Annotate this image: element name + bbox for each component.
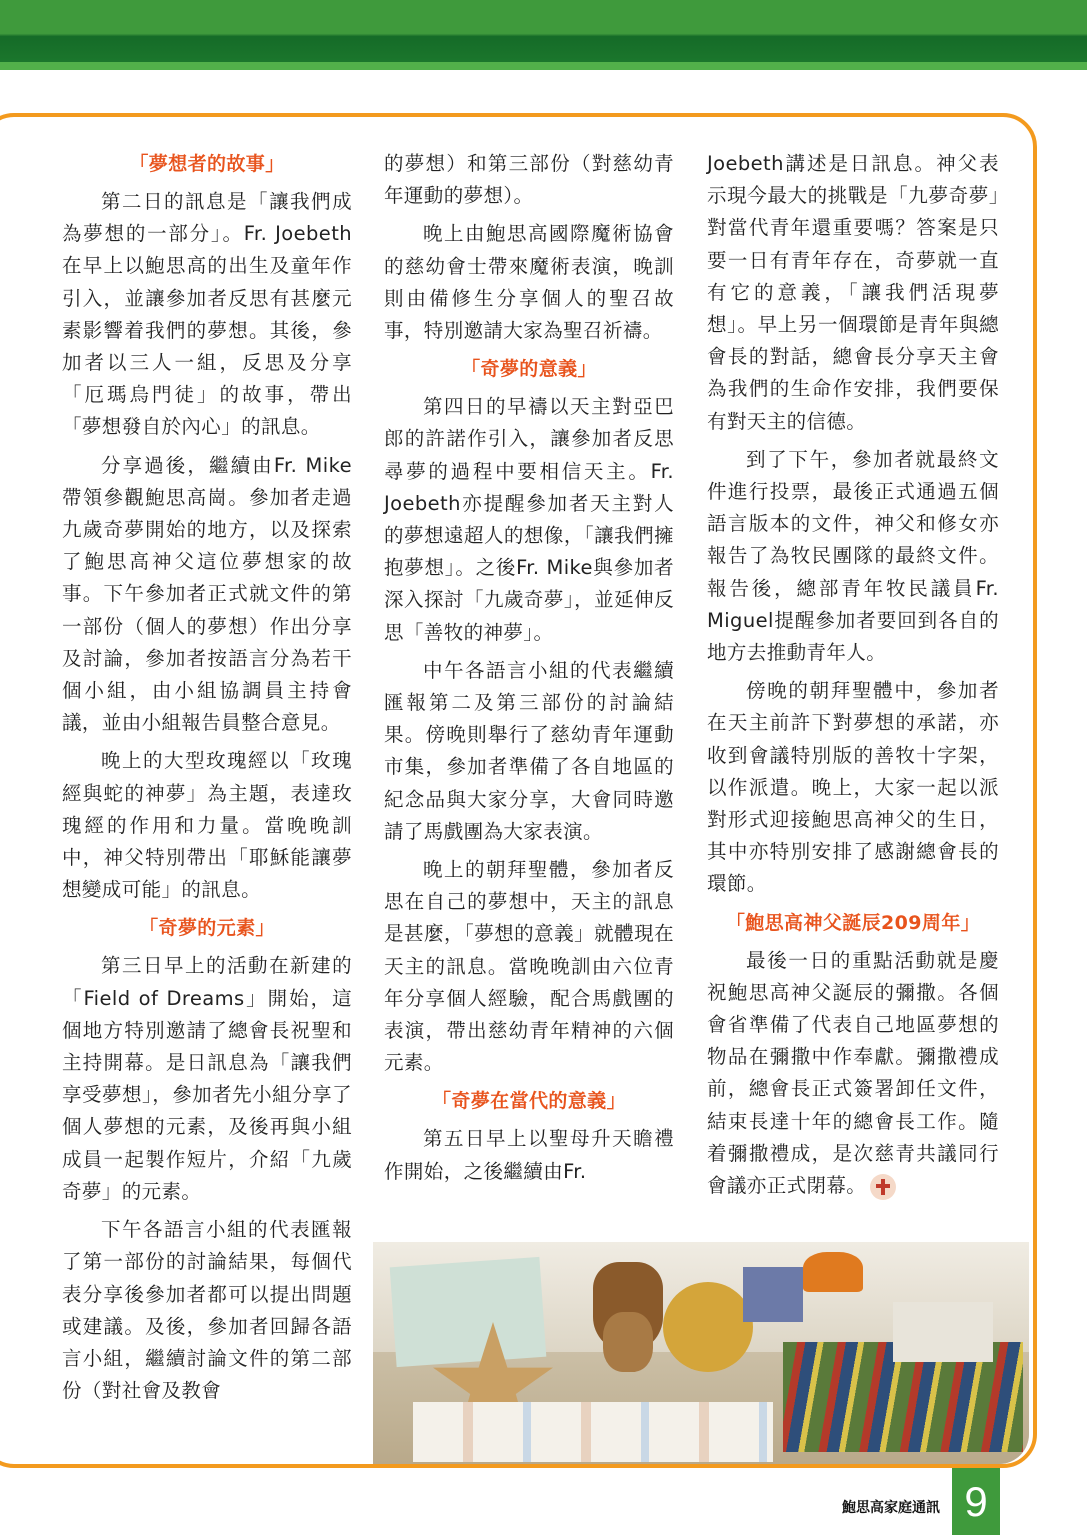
section-heading: 「奇夢在當代的意義」 [431,1090,626,1113]
paragraph: 晚上的朝拜聖體，參加者反思在自己的夢想中，天主的訊息是甚麼，「夢想的意義」就體現在天主的訊息。當晚晚訓由六位青年分享個人經驗，配合馬戲團的表演，帶出慈幼青年精神的六個元素。 [384,858,674,1075]
column-2 [384,148,674,1194]
paragraph: 分享過後，繼續由Fr. Mike帶領參觀鮑思高崗。參加者走過九歲奇夢開始的地方，以及探索了鮑思高神父這位夢想家的故事。下午參加者正式就文件的第一部份（個人的夢想）作出分享及討論，參加者按語言分為若干個小組，由小組協調員主持會議，並由小組報告員整合意見。 [62,453,352,735]
paragraph: 中午各語言小組的代表繼續匯報第二及第三部份的討論結果。傍晚則舉行了慈幼青年運動市集，參加者準備了各自地區的紀念品與大家分享，大會同時邀請了馬戲團為大家表演。 [384,658,674,843]
end-mark-icon [870,1174,896,1200]
header-band [0,0,1087,70]
paragraph-text: 最後一日的重點活動就是慶祝鮑思高神父誕辰的彌撒。各個會省準備了代表自己地區夢想的物品在彌撒中作奉獻。彌撒禮成前，總會長正式簽署卸任文件，結束長達十年的總會長工作。隨着彌撒禮成，是次慈青共議同行會議亦正式閉幕。 [707,948,999,1198]
paragraph: 到了下午，參加者就最終文件進行投票，最後正式通過五個語言版本的文件，神父和修女亦報告了為牧民團隊的最終文件。報告後，總部青年牧民議員Fr. Miguel提醒參加者要回到各自的地方去推動青年人。 [707,447,999,665]
paragraph: 第五日早上以聖母升天瞻禮作開始，之後繼續由Fr. [384,1127,674,1183]
paragraph: 晚上由鮑思高國際魔術協會的慈幼會士帶來魔術表演，晚訓則由備修生分享個人的聖召故事，特別邀請大家為聖召祈禱。 [384,222,674,343]
publication-name: 鮑思高家庭通訊 [842,1500,940,1516]
paragraph [707,945,999,1203]
photo-mask [603,1312,653,1372]
section-heading: 「鮑思高神父誕辰209周年」 [725,911,981,934]
photo-frame [743,1267,803,1322]
paragraph: 傍晚的朝拜聖體中，參加者在天主前許下對夢想的承諾，亦收到會議特別版的善牧十字架，以作派遣。晚上，大家一起以派對形式迎接鮑思高神父的生日，其中亦特別安排了感謝總會長的環節。 [707,679,999,896]
photo-books [893,1302,993,1362]
photo-drum [663,1282,753,1372]
section-heading: 「奇夢的元素」 [139,917,275,940]
paragraph: 第四日的早禱以天主對亞巴郎的許諾作引入，讓參加者反思尋夢的過程中要相信天主。Fr. Joebeth亦提醒參加者天主對人的夢想遠超人的想像，「讓我們擁抱夢想」。之後Fr. Mike與參加者深入探討「九歲奇夢」，並延伸反思「善牧的神夢」。 [384,395,674,644]
column-3 [707,148,999,1208]
column-1 [62,148,352,1413]
paragraph: 下午各語言小組的代表匯報了第一部份的討論結果，每個代表分享後參加者都可以提出問題或建議。及後，參加者回歸各語言小組，繼續討論文件的第二部份（對社會及教會 [62,1218,352,1403]
paragraph: 的夢想）和第三部份（對慈幼青年運動的夢想）。 [384,152,674,208]
page-number: 9 [952,1468,1000,1535]
photo-butterflies [803,1252,863,1292]
photo-cards [413,1402,773,1462]
paragraph: 第二日的訊息是「讓我們成為夢想的一部分」。Fr. Joebeth在早上以鮑思高的出生及童年作引入，並讓參加者反思有甚麼元素影響着我們的夢想。其後，參加者以三人一組，反思及分享「厄瑪烏門徒」的故事，帶出「夢想發自於內心」的訊息。 [62,190,352,439]
offertory-photo [373,1242,1029,1464]
photo-poster [390,1257,547,1367]
section-heading: 「夢想者的故事」 [129,153,285,175]
section-heading: 「奇夢的意義」 [461,358,597,381]
paragraph: 第三日早上的活動在新建的「Field of Dreams」開始，這個地方特別邀請了總會長祝聖和主持開幕。是日訊息為「讓我們享受夢想」，參加者先小組分享了個人夢想的元素，及後再與小組成員一起製作短片，介紹「九歲奇夢」的元素。 [62,954,352,1203]
paragraph: 晚上的大型玫瑰經以「玫瑰經與蛇的神夢」為主題，表達玫瑰經的作用和力量。當晚晚訓中，神父特別帶出「耶穌能讓夢想變成可能」的訊息。 [62,749,352,902]
paragraph: Joebeth講述是日訊息。神父表示現今最大的挑戰是「九夢奇夢」對當代青年還重要嗎？答案是只要一日有青年存在，奇夢就一直有它的意義，「讓我們活現夢想」。早上另一個環節是青年與總會長的對話，總會長分享天主會為我們的生命作安排，我們要保有對天主的信德。 [707,152,999,433]
